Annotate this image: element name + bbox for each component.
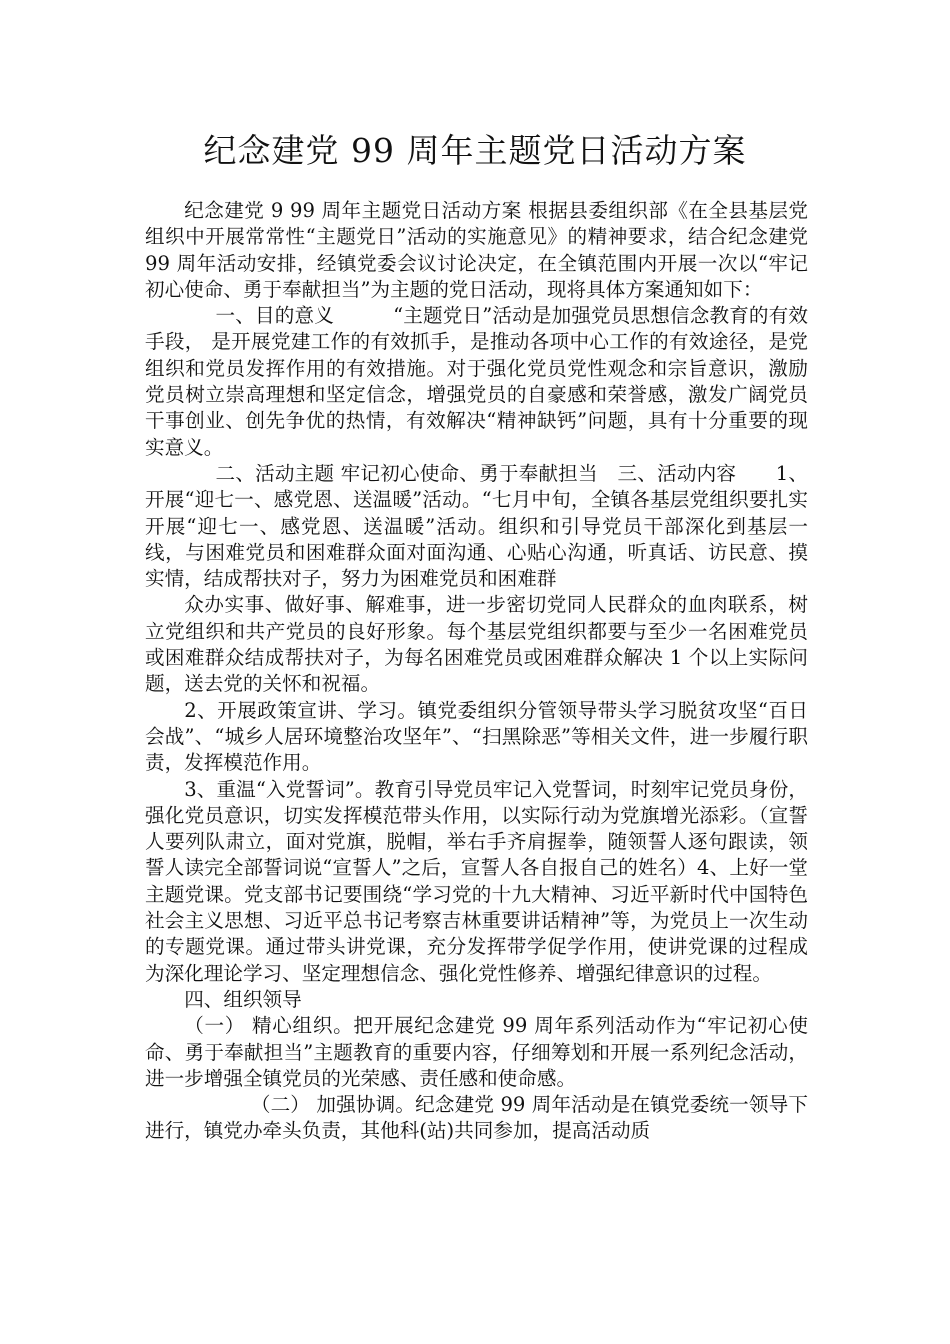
heading-organization: 四、组织领导 — [184, 987, 302, 1011]
paragraph-content-continued: 众办实事、做好事、解难事，进一步密切党同人民群众的血肉联系，树立党组织和共产党员的良好形象。每个基层党组织都要与至少一名困难党员或困难群众结成帮扶对子，为每名困难党员或困难群众解决 1 个以上实际问题，送去党的关怀和祝福。 — [145, 593, 808, 696]
paragraph-oath-lecture: 3、重温“入党誓词”。教育引导党员牢记入党誓词，时刻牢记党员身份，强化党员意识，切实发挥模范带头作用，以实际行动为党旗增光添彩。（宣誓人要列队肃立，面对党旗，脱帽，举右手齐肩握拳，随领誓人逐句跟读，领誓人读完全部誓词说“宣誓人”之后，宣誓人各自报自己的姓名）4、上好一堂主题党课。党支部书记要围绕“学习党的十九大精神、习近平新时代中国特色社会主义思想、习近平总书记考察吉林重要讲话精神”等，为党员上一次生动的专题党课。通过带头讲党课，充分发挥带学促学作用，使讲党课的过程成为深化理论学习、坚定理想信念、强化党性修养、增强纪律意识的过程。 — [145, 777, 808, 985]
document-title: 纪念建党 99 周年主题党日活动方案 — [203, 131, 747, 170]
paragraph-intro: 纪念建党 9 99 周年主题党日活动方案 根据县委组织部《在全县基层党组织中开展常常性“主题党日”活动的实施意见》的精神要求，结合纪念建党 99 周年活动安排，经镇党委会议讨论决定，在全镇范围内开展一次以“牢记初心使命、勇于奉献担当”为主题的党日活动，现将具体方案通知如下： — [145, 199, 808, 301]
paragraph-organize: （一） 精心组织。把开展纪念建党 99 周年系列活动作为“牢记初心使命、勇于奉献担当”主题教育的重要内容，仔细筹划和开展一系列纪念活动，进一步增强全镇党员的光荣感、责任感和使命感。 — [145, 1014, 808, 1090]
document-body — [145, 198, 808, 1145]
paragraph-policy-study: 2、开展政策宣讲、学习。镇党委组织分管领导带头学习脱贫攻坚“百日会战”、“城乡人居环境整治攻坚年”、“扫黑除恶”等相关文件，进一步履行职责，发挥模范作用。 — [145, 698, 808, 775]
paragraph-theme-content: 二、活动主题 牢记初心使命、勇于奉献担当 三、活动内容 1、开展“迎七一、感党恩、送温暖”活动。“七月中旬，全镇各基层党组织要扎实开展“迎七一、感党恩、送温暖”活动。组织和引导党员干部深化到基层一线，与困难党员和困难群众面对面沟通、心贴心沟通，听真话、访民意、摸实情，结成帮扶对子，努力为困难党员和困难群 — [145, 461, 808, 591]
paragraph-purpose: 一、目的意义 “主题党日”活动是加强党员思想信念教育的有效手段， 是开展党建工作的有效抓手，是推动各项中心工作的有效途径，是党组织和党员发挥作用的有效措施。对于强化党员党性观念和宗旨意识，激励党员树立崇高理想和坚定信念，增强党员的自豪感和荣誉感，激发广阔党员干事创业、创先争优的热情，有效解决“精神缺钙”问题，具有十分重要的现实意义。 — [145, 304, 808, 459]
paragraph-coordinate: （二） 加强协调。纪念建党 99 周年活动是在镇党委统一领导下进行，镇党办牵头负责，其他科(站)共同参加，提高活动质 — [145, 1093, 808, 1143]
